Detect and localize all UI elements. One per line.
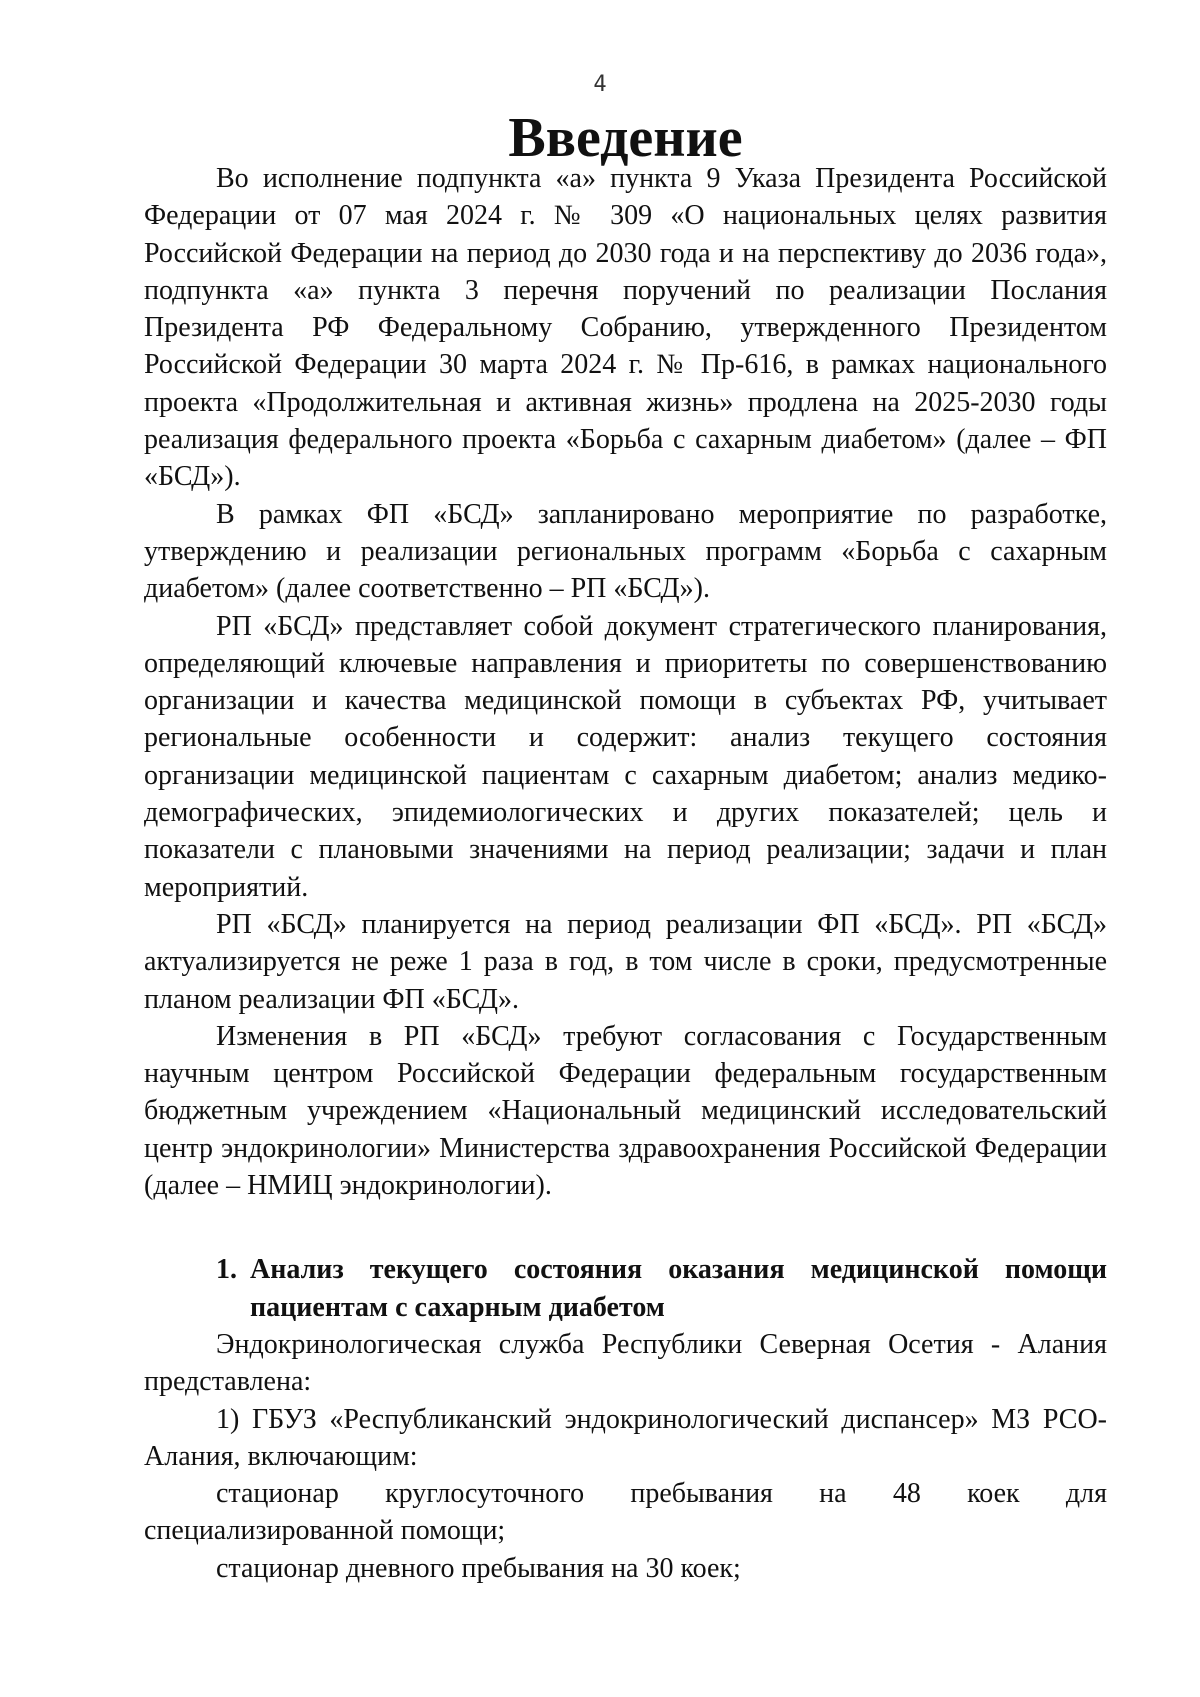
intro-paragraph: Во исполнение подпункта «а» пункта 9 Указа Президента Российской Федерации от 07 мая 2024 г. № 309 «О национальных целях развития Российской Федерации на период до 2030 года и на перспективу до 2036 года», подпункта «а» пункта 3 перечня поручений по реализации Послания Президента РФ Федеральному Собранию, утвержденного Президентом Российской Федерации 30 марта 2024 г. № Пр-616, в рамках национального проекта «Продолжительная и активная жизнь» продлена на 2025-2030 годы реализация федерального проекта «Борьба с сахарным диабетом» (далее – ФП «БСД»). xyxy=(144,163,1107,493)
intro-paragraph: Изменения в РП «БСД» требуют согласования с Государственным научным центром Российской Федерации федеральным государственным бюджетным учреждением «Национальный медицинский исследовательский центр эндокринологии» Министерства здравоохранения Российской Федерации (далее – НМИЦ эндокринологии). xyxy=(144,1020,1107,1202)
section-paragraph: стационар дневного пребывания на 30 коек; xyxy=(216,1552,741,1584)
page-content xyxy=(144,107,1107,1587)
intro-paragraph: В рамках ФП «БСД» запланировано мероприятие по разработке, утверждению и реализации региональных программ «Борьба с сахарным диабетом» (далее соответственно – РП «БСД»). xyxy=(144,498,1107,605)
section-paragraph: Эндокринологическая служба Республики Северная Осетия - Алания представлена: xyxy=(144,1328,1107,1398)
section-title: Анализ текущего состояния оказания медицинской помощи пациентам с сахарным диабетом xyxy=(250,1254,1107,1323)
page-number: 4 xyxy=(593,72,607,97)
section-number: 1. xyxy=(216,1254,237,1286)
section-paragraph: 1) ГБУЗ «Республиканский эндокринологический диспансер» МЗ РСО-Алания, включающим: xyxy=(144,1403,1107,1472)
intro-paragraph: РП «БСД» планируется на период реализации ФП «БСД». РП «БСД» актуализируется не реже 1 раза в год, в том числе в сроки, предусмотренные планом реализации ФП «БСД». xyxy=(144,908,1107,1015)
intro-heading: Введение xyxy=(508,107,743,169)
section-heading xyxy=(144,1251,1107,1326)
section-paragraph: стационар круглосуточного пребывания на 48 коек для специализированной помощи; xyxy=(144,1478,1107,1547)
intro-paragraph: РП «БСД» представляет собой документ стратегического планирования, определяющий ключевые направления и приоритеты по совершенствованию организации и качества медицинской помощи в субъектах РФ, учитывает региональные особенности и содержит: анализ текущего состояния организации медицинской пациентам с сахарным диабетом; анализ медико-демографических, эпидемиологических и других показателей; цель и показатели с плановыми значениями на период реализации; задачи и план мероприятий. xyxy=(144,610,1107,903)
